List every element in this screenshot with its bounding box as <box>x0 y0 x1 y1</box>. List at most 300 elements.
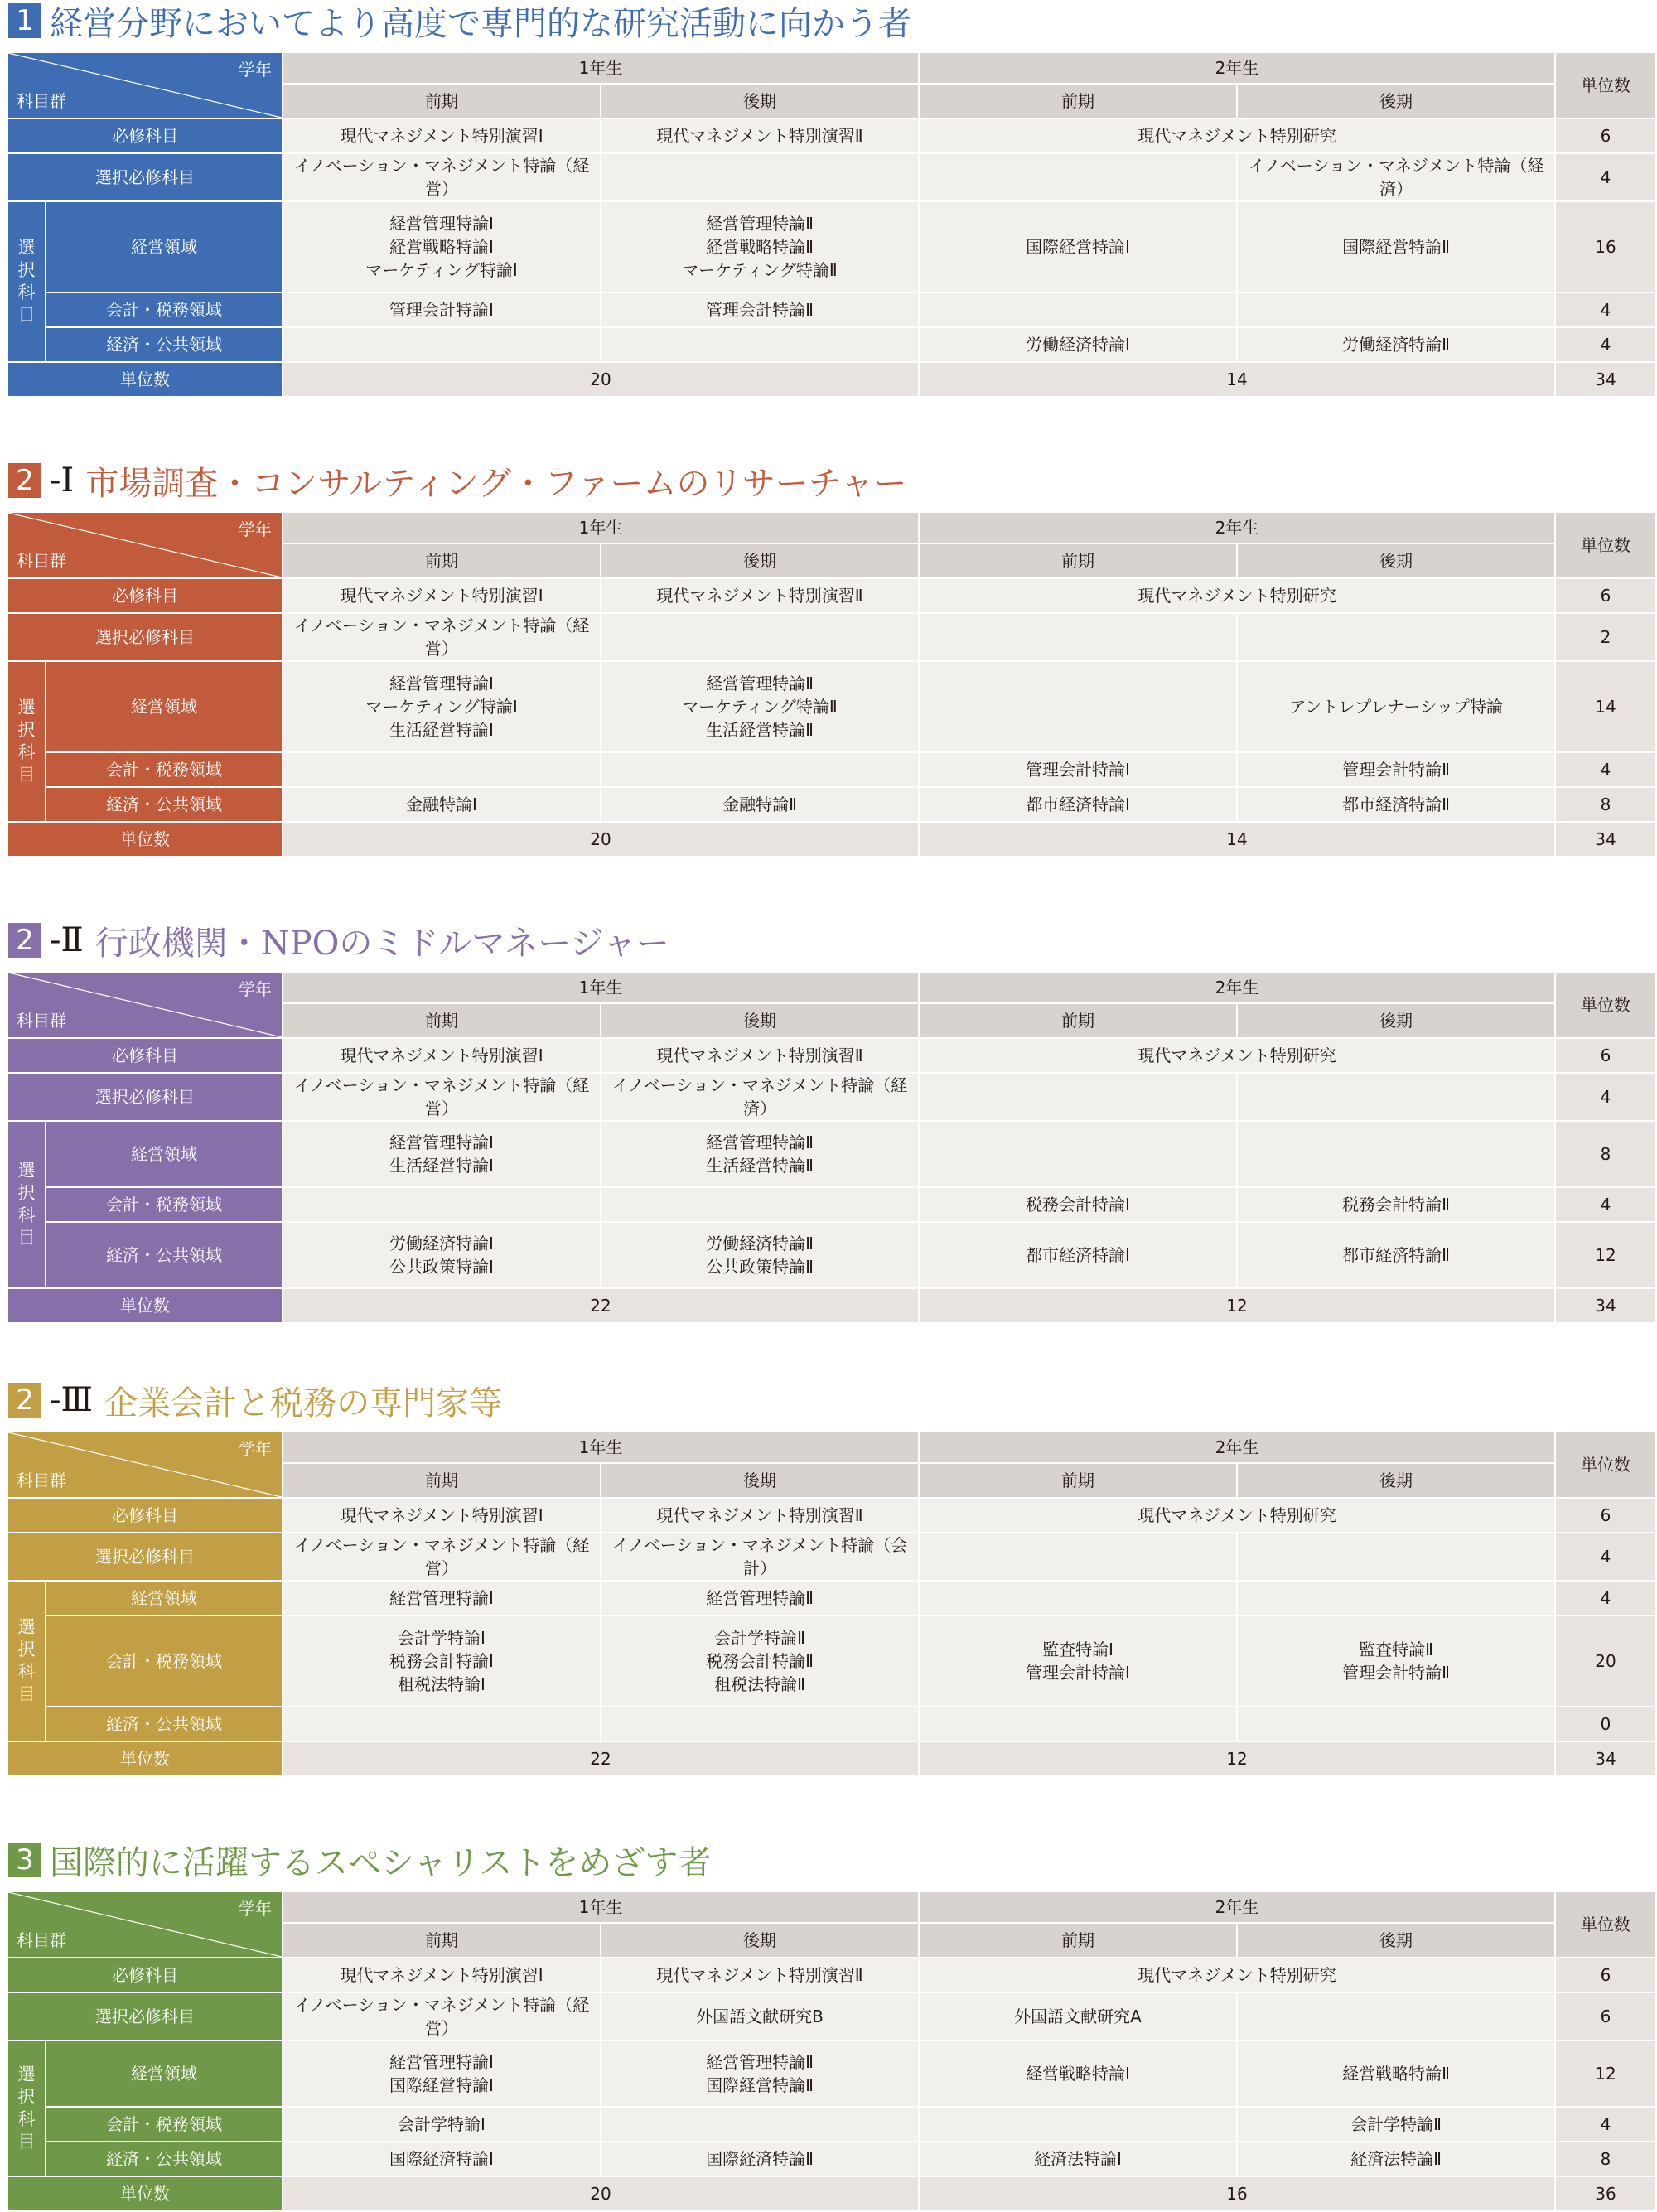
accounting-tax-area-label <box>46 1616 283 1707</box>
management-area-y2b <box>1237 1121 1555 1187</box>
course-name: イノベーション・マネジメント特論（経営） <box>293 616 590 659</box>
total-all <box>1555 2176 1656 2211</box>
management-area-y1a <box>283 201 601 292</box>
course-name-line: 労働経済特論Ⅰ <box>389 1234 494 1253</box>
management-area-units <box>1555 1581 1656 1616</box>
management-area-y2b <box>1237 2041 1555 2107</box>
economics-public-area-y2a <box>919 327 1237 362</box>
course-name-line: 会計学特論Ⅱ <box>714 1628 805 1648</box>
course-name-line: 税務会計特論Ⅰ <box>1026 1195 1130 1215</box>
elective-required-y2a <box>919 153 1237 201</box>
required-units <box>1555 1038 1656 1073</box>
total-units-label <box>7 1741 283 1776</box>
course-name-line: 都市経済特論Ⅱ <box>1342 1245 1450 1265</box>
course-name-line: 会計学特論Ⅰ <box>398 2114 486 2134</box>
total-units-label-label: 単位数 <box>120 1296 170 1316</box>
table-corner-header <box>7 512 283 578</box>
course-name: イノベーション・マネジメント特論（会計） <box>611 1535 908 1578</box>
accounting-tax-area-label <box>46 752 283 787</box>
economics-public-area-y1a <box>283 787 601 822</box>
management-area-y1b <box>601 201 919 292</box>
management-area-y1a <box>283 1581 601 1616</box>
year2-label: 2年生 <box>1215 1437 1259 1457</box>
second-semester-header <box>1237 543 1555 578</box>
units-value: 4 <box>1600 167 1611 187</box>
accounting-tax-area-y1b <box>601 2107 919 2142</box>
units-value: 4 <box>1600 2114 1611 2134</box>
course-name: 現代マネジメント特別演習Ⅱ <box>656 1505 863 1525</box>
first-semester-header <box>283 1003 601 1038</box>
course-name-line: 経営管理特論Ⅰ <box>389 1133 494 1152</box>
section-title: 行政機関・NPOのミドルマネージャー <box>94 924 669 963</box>
elective-char: 科 <box>17 742 36 762</box>
total-all <box>1555 1741 1656 1776</box>
elective-char: 科 <box>17 1205 36 1225</box>
units-value: 8 <box>1600 2149 1611 2169</box>
elective-required-y2b <box>1237 613 1555 661</box>
elective-subjects-vertical-label <box>7 201 46 362</box>
course-name-line: 監査特論Ⅱ <box>1359 1640 1433 1659</box>
course-name-line: 経営管理特論Ⅱ <box>706 1588 814 1608</box>
course-name-line: マーケティング特論Ⅰ <box>365 697 518 717</box>
elective-char: 選 <box>17 238 36 258</box>
total-year1 <box>283 2176 919 2211</box>
table-corner-header <box>7 1891 283 1958</box>
elective-required-label <box>7 1992 283 2041</box>
course-name-line: 経営戦略特論Ⅱ <box>706 237 814 257</box>
section-title: 市場調査・コンサルティング・ファームのリサーチャー <box>85 464 907 503</box>
required-subjects-label-label: 必修科目 <box>112 1505 178 1525</box>
elective-required-label <box>7 153 283 201</box>
accounting-tax-area-y2a <box>919 1187 1237 1222</box>
section-heading <box>8 920 669 961</box>
units-value: 8 <box>1600 794 1611 814</box>
year2-header <box>919 1432 1555 1463</box>
economics-public-area-y2a <box>919 1707 1237 1741</box>
units-header <box>1555 972 1656 1038</box>
economics-public-area-y1a <box>283 1222 601 1288</box>
total-units-label <box>7 822 283 857</box>
accounting-tax-area-y1b <box>601 1616 919 1707</box>
elective-char: 目 <box>17 305 36 325</box>
economics-public-area-y1b <box>601 327 919 362</box>
course-name-line: 国際経営特論Ⅰ <box>1026 237 1130 257</box>
course-name-line: 都市経済特論Ⅰ <box>1026 794 1130 814</box>
total-units-label <box>7 2176 283 2211</box>
course-name: 現代マネジメント特別演習Ⅰ <box>340 1505 543 1525</box>
course-name-line: 生活経営特論Ⅰ <box>389 720 494 740</box>
course-name-line: 管理会計特論Ⅰ <box>1026 760 1130 780</box>
year2-header <box>919 1891 1555 1923</box>
semester-label: 前期 <box>1061 551 1095 571</box>
semester-label: 後期 <box>1379 1011 1413 1031</box>
year1-header <box>283 1432 919 1463</box>
total-year1 <box>283 822 919 857</box>
year1-label: 1年生 <box>578 518 623 538</box>
first-semester-header <box>919 1463 1237 1498</box>
accounting-tax-area-y2b <box>1237 1616 1555 1707</box>
section-number-badge: 2 <box>8 923 41 958</box>
section-number-badge: 2 <box>8 1383 41 1418</box>
course-name-line: 都市経済特論Ⅰ <box>1026 1245 1130 1265</box>
management-area-label <box>46 1581 283 1616</box>
first-semester-header <box>283 1463 601 1498</box>
semester-label: 後期 <box>1379 1471 1413 1490</box>
table-row <box>7 578 1656 613</box>
total-units-label-label: 単位数 <box>120 2184 170 2204</box>
table-row <box>7 787 1656 822</box>
first-semester-header <box>919 84 1237 118</box>
accounting-tax-area-y1a <box>283 2107 601 2142</box>
elective-required-y1b <box>601 1992 919 2041</box>
elective-required-units <box>1555 1992 1656 2041</box>
total-value: 22 <box>590 1296 611 1316</box>
required-units <box>1555 1958 1656 1992</box>
economics-public-area-y1a <box>283 327 601 362</box>
management-area-y2a <box>919 1121 1237 1187</box>
management-area-y2a <box>919 1581 1237 1616</box>
course-name: イノベーション・マネジメント特論（経済） <box>611 1075 908 1118</box>
total-value: 20 <box>590 369 611 389</box>
course-name-line: 会計学特論Ⅱ <box>1350 2114 1442 2134</box>
first-semester-header <box>283 543 601 578</box>
section-subnumber: -Ⅰ <box>50 461 75 500</box>
economics-public-area-units <box>1555 2142 1656 2176</box>
first-semester-header <box>919 1003 1237 1038</box>
required-y1-second <box>601 118 919 153</box>
table-row <box>7 1581 1656 1616</box>
corner-year-label: 学年 <box>239 519 272 539</box>
management-area-units <box>1555 201 1656 292</box>
course-name-line: 管理会計特論Ⅱ <box>706 300 814 320</box>
course-name-line: 管理会計特論Ⅱ <box>1342 760 1450 780</box>
table-row <box>7 327 1656 362</box>
elective-char: 目 <box>17 765 36 785</box>
economics-public-area-label <box>46 1222 283 1288</box>
elective-required-y1b <box>601 1073 919 1121</box>
units-header-label: 単位数 <box>1581 995 1631 1015</box>
total-value: 22 <box>590 1749 611 1769</box>
accounting-tax-area-label-label: 会計・税務領域 <box>106 2114 222 2134</box>
management-area-units <box>1555 2041 1656 2107</box>
accounting-tax-area-y2a <box>919 2107 1237 2142</box>
management-area-label-label: 経営領域 <box>131 237 197 257</box>
economics-public-area-label <box>46 327 283 362</box>
required-units <box>1555 1498 1656 1533</box>
economics-public-area-y2b <box>1237 2142 1555 2176</box>
elective-subjects-vertical-label <box>7 1121 46 1288</box>
first-semester-header <box>919 543 1237 578</box>
section-number-badge: 2 <box>8 463 41 498</box>
units-header-label: 単位数 <box>1581 75 1631 95</box>
total-value: 34 <box>1595 1749 1616 1769</box>
accounting-tax-area-units <box>1555 2107 1656 2142</box>
course-name-line: 経営戦略特論Ⅰ <box>389 237 494 257</box>
table-row <box>7 2176 1656 2211</box>
total-year2 <box>919 2176 1555 2211</box>
table-row <box>7 1741 1656 1776</box>
required-y2 <box>919 1038 1555 1073</box>
units-header <box>1555 1891 1656 1958</box>
accounting-tax-area-y2b <box>1237 2107 1555 2142</box>
course-name-line: 管理会計特論Ⅱ <box>1342 1663 1450 1683</box>
elective-required-label-label: 選択必修科目 <box>95 2007 195 2026</box>
course-name-line: 都市経済特論Ⅱ <box>1342 794 1450 814</box>
curriculum-table <box>7 1431 1657 1777</box>
elective-required-y2a <box>919 613 1237 661</box>
year1-label: 1年生 <box>578 1897 623 1917</box>
economics-public-area-units <box>1555 1707 1656 1741</box>
elective-required-label <box>7 1533 283 1581</box>
required-y2 <box>919 1498 1555 1533</box>
management-area-y1a <box>283 1121 601 1187</box>
course-name-line: 労働経済特論Ⅰ <box>1026 335 1130 355</box>
elective-required-units <box>1555 613 1656 661</box>
required-y2 <box>919 578 1555 613</box>
management-area-units <box>1555 1121 1656 1187</box>
units-value: 6 <box>1600 1505 1611 1525</box>
elective-required-y2a <box>919 1533 1237 1581</box>
table-row <box>7 822 1656 857</box>
economics-public-area-label-label: 経済・公共領域 <box>106 1245 222 1265</box>
table-row <box>7 2107 1656 2142</box>
corner-year-label: 学年 <box>239 1439 272 1459</box>
total-year2 <box>919 1288 1555 1323</box>
management-area-label-label: 経営領域 <box>131 697 197 717</box>
elective-char: 選 <box>17 1617 36 1637</box>
total-value: 34 <box>1595 1296 1616 1316</box>
course-name-line: 労働経済特論Ⅱ <box>1342 335 1450 355</box>
course-name-line: マーケティング特論Ⅰ <box>365 260 518 280</box>
units-value: 4 <box>1600 1195 1611 1215</box>
year2-label: 2年生 <box>1215 1897 1259 1917</box>
course-name: イノベーション・マネジメント特論（経営） <box>293 1535 590 1578</box>
required-subjects-label-label: 必修科目 <box>112 126 178 146</box>
curriculum-table <box>7 971 1657 1324</box>
section-subnumber: -Ⅱ <box>50 921 84 959</box>
course-name: 現代マネジメント特別演習Ⅰ <box>340 1965 543 1985</box>
economics-public-area-y2b <box>1237 1222 1555 1288</box>
units-value: 4 <box>1600 1588 1611 1608</box>
accounting-tax-area-label-label: 会計・税務領域 <box>106 1195 222 1215</box>
required-subjects-label-label: 必修科目 <box>112 1046 178 1065</box>
first-semester-header <box>919 1923 1237 1958</box>
elective-subjects-text <box>17 1616 36 1706</box>
first-semester-header <box>283 84 601 118</box>
management-area-y2a <box>919 2041 1237 2107</box>
semester-label: 前期 <box>1061 1011 1095 1031</box>
economics-public-area-y2a <box>919 2142 1237 2176</box>
economics-public-area-y2b <box>1237 787 1555 822</box>
elective-required-label <box>7 613 283 661</box>
year2-header <box>919 512 1555 543</box>
elective-required-y1b <box>601 1533 919 1581</box>
economics-public-area-units <box>1555 1222 1656 1288</box>
elective-subjects-vertical-label <box>7 2041 46 2176</box>
semester-label: 前期 <box>425 551 458 571</box>
course-name-line: アントレプレナーシップ特論 <box>1289 697 1503 717</box>
course-name: 現代マネジメント特別研究 <box>1138 1965 1336 1985</box>
economics-public-area-y1a <box>283 2142 601 2176</box>
units-value: 4 <box>1600 335 1611 355</box>
elective-subjects-vertical-label <box>7 661 46 822</box>
course-name: 現代マネジメント特別研究 <box>1138 126 1336 146</box>
curriculum-table <box>7 51 1657 398</box>
required-y2 <box>919 118 1555 153</box>
management-area-y1b <box>601 1121 919 1187</box>
semester-label: 後期 <box>743 1471 776 1490</box>
course-name-line: 税務会計特論Ⅱ <box>706 1651 814 1671</box>
economics-public-area-y1a <box>283 1707 601 1741</box>
required-y1-second <box>601 578 919 613</box>
units-value: 0 <box>1600 1714 1611 1734</box>
course-name-line: 経営管理特論Ⅰ <box>389 1588 494 1608</box>
second-semester-header <box>601 84 919 118</box>
first-semester-header <box>283 1923 601 1958</box>
units-value: 6 <box>1600 586 1611 606</box>
total-value: 12 <box>1226 1296 1248 1316</box>
elective-char: 選 <box>17 698 36 717</box>
elective-char: 科 <box>17 1662 36 1682</box>
total-all <box>1555 822 1656 857</box>
management-area-label <box>46 2041 283 2107</box>
elective-required-label <box>7 1073 283 1121</box>
required-y1-first <box>283 1958 601 1992</box>
elective-required-y2b <box>1237 153 1555 201</box>
economics-public-area-label <box>46 787 283 822</box>
corner-year-label: 学年 <box>239 1899 272 1919</box>
course-name: 現代マネジメント特別研究 <box>1138 586 1336 606</box>
required-subjects-label-label: 必修科目 <box>112 586 178 606</box>
year2-header <box>919 972 1555 1003</box>
course-name-line: 国際経済特論Ⅰ <box>389 2149 494 2169</box>
total-value: 34 <box>1595 829 1616 849</box>
table-row <box>7 1616 1656 1707</box>
table-row <box>7 512 1656 543</box>
course-name-line: 租税法特論Ⅰ <box>398 1674 486 1694</box>
year2-header <box>919 52 1555 84</box>
management-area-y1b <box>601 2041 919 2107</box>
year1-label: 1年生 <box>578 978 623 997</box>
total-year1 <box>283 1288 919 1323</box>
elective-required-y2b <box>1237 1533 1555 1581</box>
course-name-line: 経営管理特論Ⅱ <box>706 674 814 693</box>
management-area-label-label: 経営領域 <box>131 1588 197 1608</box>
course-name-line: 税務会計特論Ⅰ <box>389 1651 494 1671</box>
management-area-y1b <box>601 661 919 752</box>
semester-label: 前期 <box>425 91 458 111</box>
semester-label: 後期 <box>743 91 776 111</box>
course-name-line: 生活経営特論Ⅰ <box>389 1156 494 1176</box>
course-name-line: 経営管理特論Ⅰ <box>389 674 494 693</box>
elective-char: 目 <box>17 1228 36 1248</box>
units-value: 4 <box>1600 760 1611 780</box>
table-row <box>7 1073 1656 1121</box>
elective-required-y1a <box>283 1073 601 1121</box>
course-name: イノベーション・マネジメント特論（経済） <box>1248 156 1544 199</box>
table-row <box>7 2142 1656 2176</box>
elective-required-y2b <box>1237 1992 1555 2041</box>
elective-char: 択 <box>17 260 36 280</box>
table-row <box>7 1498 1656 1533</box>
accounting-tax-area-units <box>1555 1187 1656 1222</box>
corner-subject-group-label: 科目群 <box>17 1930 66 1950</box>
management-area-y2b <box>1237 201 1555 292</box>
year2-label: 2年生 <box>1215 58 1259 78</box>
course-name: 現代マネジメント特別研究 <box>1138 1046 1336 1065</box>
year2-label: 2年生 <box>1215 978 1259 997</box>
required-y1-second <box>601 1958 919 1992</box>
table-row <box>7 1288 1656 1323</box>
total-units-label <box>7 1288 283 1323</box>
total-value: 20 <box>590 2184 611 2204</box>
economics-public-area-label-label: 経済・公共領域 <box>106 794 222 814</box>
required-y1-second <box>601 1498 919 1533</box>
semester-label: 後期 <box>1379 91 1413 111</box>
section-heading <box>8 460 907 501</box>
accounting-tax-area-y2b <box>1237 1187 1555 1222</box>
course-name-line: マーケティング特論Ⅱ <box>682 260 838 280</box>
elective-required-units <box>1555 1533 1656 1581</box>
total-year2 <box>919 822 1555 857</box>
elective-required-y1a <box>283 1992 601 2041</box>
corner-subject-group-label: 科目群 <box>17 91 66 111</box>
section-number-badge: 3 <box>8 1843 41 1877</box>
total-value: 20 <box>590 829 611 849</box>
course-name: イノベーション・マネジメント特論（経営） <box>293 1995 590 2038</box>
elective-required-label-label: 選択必修科目 <box>95 1087 195 1107</box>
second-semester-header <box>1237 1003 1555 1038</box>
required-subjects-label-label: 必修科目 <box>112 1965 178 1985</box>
units-value: 4 <box>1600 300 1611 320</box>
corner-subject-group-label: 科目群 <box>17 551 66 571</box>
table-row <box>7 2041 1656 2107</box>
required-subjects-label <box>7 1498 283 1533</box>
second-semester-header <box>1237 84 1555 118</box>
elective-char: 択 <box>17 1183 36 1203</box>
economics-public-area-label <box>46 2142 283 2176</box>
course-name-line: 公共政策特論Ⅱ <box>706 1257 814 1277</box>
elective-char: 選 <box>17 1161 36 1181</box>
table-row <box>7 1958 1656 1992</box>
economics-public-area-y2b <box>1237 327 1555 362</box>
course-name: イノベーション・マネジメント特論（経営） <box>293 156 590 199</box>
elective-char: 目 <box>17 2132 36 2152</box>
total-year1 <box>283 1741 919 1776</box>
course-name: 外国語文献研究B <box>696 2007 824 2026</box>
units-header <box>1555 512 1656 578</box>
elective-char: 択 <box>17 2087 36 2107</box>
required-y2 <box>919 1958 1555 1992</box>
second-semester-header <box>1237 1923 1555 1958</box>
elective-required-y1b <box>601 613 919 661</box>
year1-label: 1年生 <box>578 1437 623 1457</box>
course-name: 現代マネジメント特別演習Ⅰ <box>340 586 543 606</box>
year1-header <box>283 1891 919 1923</box>
semester-label: 後期 <box>1379 551 1413 571</box>
semester-label: 前期 <box>1061 1930 1095 1950</box>
table-row <box>7 661 1656 752</box>
elective-required-label-label: 選択必修科目 <box>95 1547 195 1567</box>
section-heading <box>8 0 911 41</box>
total-value: 16 <box>1226 2184 1248 2204</box>
management-area-label-label: 経営領域 <box>131 1144 197 1164</box>
required-subjects-label <box>7 1958 283 1992</box>
table-row <box>7 752 1656 787</box>
table-row <box>7 362 1656 397</box>
elective-required-y2b <box>1237 1073 1555 1121</box>
required-subjects-label <box>7 118 283 153</box>
